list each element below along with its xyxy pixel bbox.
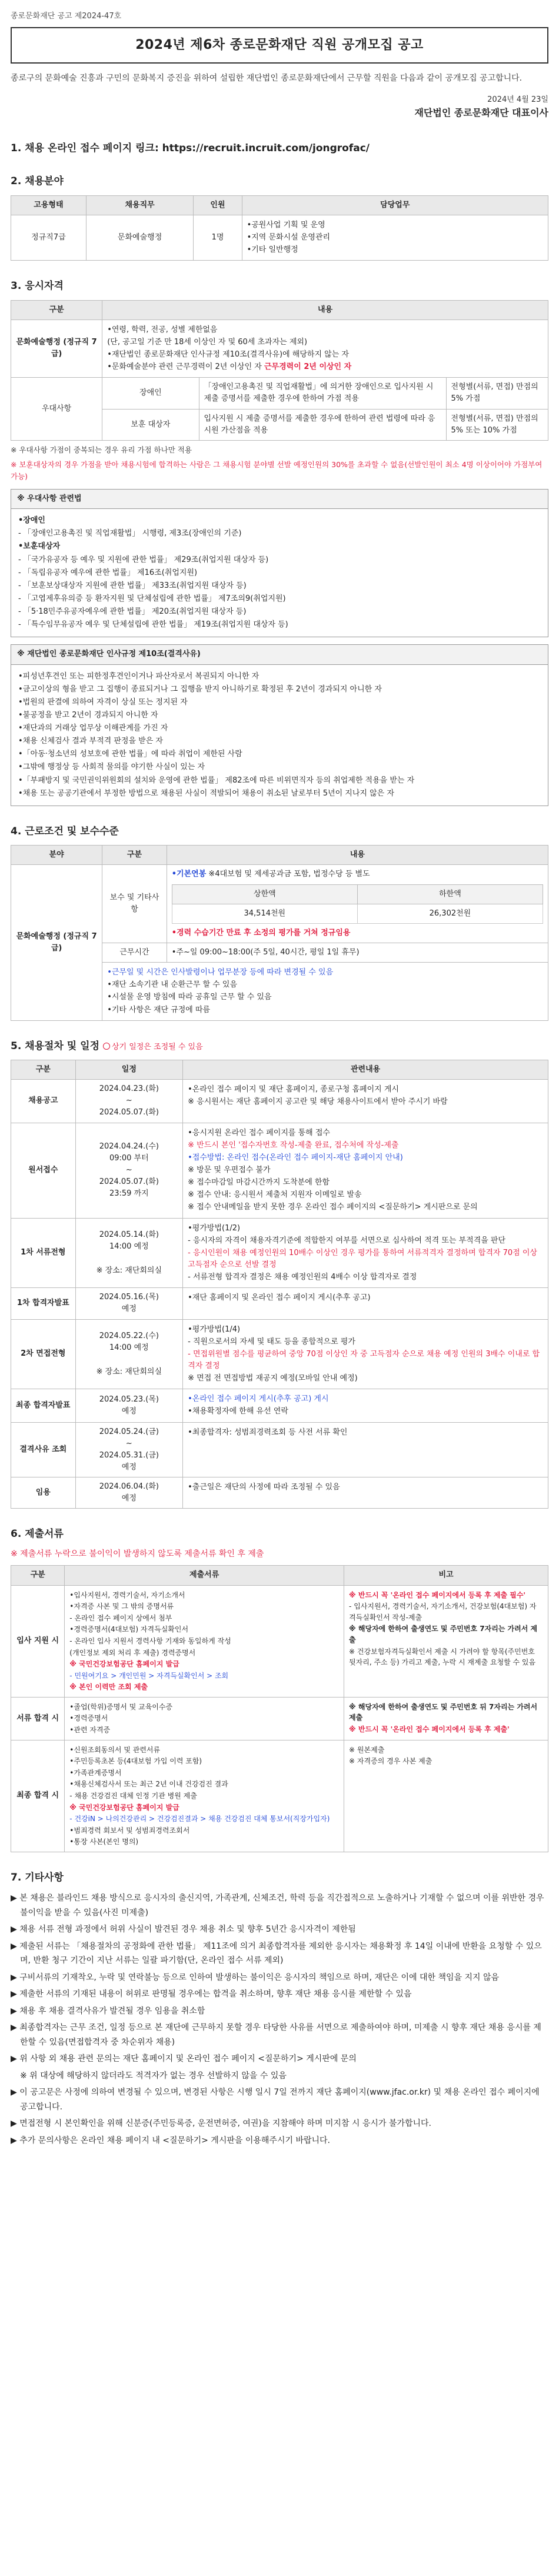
schedule-date-line bbox=[81, 1354, 178, 1366]
schedule-desc bbox=[183, 1288, 548, 1319]
col-header: 고용형태 bbox=[11, 195, 86, 215]
duty-item: •기타 일반행정 bbox=[247, 245, 298, 255]
schedule-desc-line: •평가방법(1/4) bbox=[188, 1324, 241, 1334]
qualification-table bbox=[11, 300, 548, 441]
list-item: ▶ 본 채용은 블라인드 채용 방식으로 응시자의 출신지역, 가족관계, 신체조건, 학력 등을 직간접적으로 노출하거나 기재할 수 없으며 이를 위반한 경우 불이익을 받을 수 있음(사진 미제출) bbox=[11, 1893, 544, 1918]
qualification-line: •문화예술분야 관련 근무경력이 2년 이상인 자 근무경력이 2년 이상인 자 bbox=[107, 362, 352, 372]
table-row bbox=[11, 378, 548, 409]
remark-line: - 입사지원서, 경력기술서, 자기소개서, 건강보험(4대보험) 자격득실확인서 작성-제출 bbox=[349, 1602, 537, 1622]
col-header: 일정 bbox=[75, 1060, 183, 1080]
other-conditions bbox=[102, 963, 548, 1021]
schedule-stage: 1차 합격자발표 bbox=[11, 1288, 76, 1319]
remark-line: ※ 원본제출 bbox=[349, 1745, 385, 1754]
schedule-desc-line: •최종합격자: 성범죄경력조회 등 사전 서류 확인 bbox=[188, 1427, 348, 1437]
document-line: •통장 사본(본인 명의) bbox=[69, 1838, 139, 1846]
table-row bbox=[11, 865, 548, 943]
document-line: •신원조회동의서 및 관련서류 bbox=[69, 1745, 161, 1754]
schedule-dates bbox=[75, 1477, 183, 1509]
schedule-desc-line: •온라인 접수 페이지 게시(추후 공고) 게시 bbox=[188, 1394, 329, 1404]
schedule-desc bbox=[183, 1218, 548, 1288]
job-title: 문화예술행정 bbox=[86, 215, 194, 260]
schedule-dates bbox=[75, 1389, 183, 1422]
schedule-stage: 결격사유 조회 bbox=[11, 1422, 76, 1477]
schedule-date-line: 2024.04.24.(수) bbox=[99, 1141, 159, 1151]
probation-note: •경력 수습기간 만료 후 소정의 평가를 거쳐 정규임용 bbox=[171, 928, 351, 937]
schedule-desc-line: •응시지원 온라인 접수 페이지를 통해 접수 bbox=[188, 1128, 330, 1137]
list-item: ▶ 추가 문의사항은 온라인 채용 페이지 내 <질문하기> 게시판을 이용해주시기 바랍니다. bbox=[11, 2135, 330, 2145]
qualification-lines bbox=[102, 319, 548, 378]
other-notes-list bbox=[11, 1891, 548, 2148]
schedule-dates bbox=[75, 1080, 183, 1123]
schedule-date-line: 2024.04.23.(화) bbox=[99, 1084, 159, 1094]
schedule-date-line: 14:00 예정 bbox=[109, 1343, 149, 1353]
page-title: 2024년 제6차 종로문화재단 직원 공개모집 공고 bbox=[11, 27, 548, 64]
schedule-date-line: ~ bbox=[125, 1165, 132, 1174]
col-header: 제출서류 bbox=[65, 1566, 344, 1585]
document-line: •주민등록초본 등(4대보험 가입 이력 포함) bbox=[69, 1757, 202, 1766]
document-list bbox=[65, 1697, 344, 1740]
document-line: •관련 자격증 bbox=[69, 1726, 111, 1735]
pay-line: •기본연봉 ※4대보험 및 제세공과금 포함, 법정수당 등 별도 bbox=[171, 870, 370, 879]
col-header: 구분 bbox=[102, 846, 167, 865]
disq-item: •재단과의 거래상 업무상 이해관계를 가진 자 bbox=[18, 724, 168, 733]
col-header: 채용직무 bbox=[86, 195, 194, 215]
schedule-date-line: 2024.05.24.(금) bbox=[99, 1427, 159, 1436]
schedule-date-line: 예정 bbox=[121, 1462, 137, 1472]
duty-item: •공원사업 기획 및 운영 bbox=[247, 220, 325, 229]
document-line: - 온라인 접수 페이지 상에서 첨부 bbox=[69, 1613, 172, 1622]
remark-line: ※ 해당자에 한하여 출생연도 및 주민번호 7자리는 가려서 제출 bbox=[349, 1625, 538, 1644]
document-stage: 서류 합격 시 bbox=[11, 1697, 65, 1740]
document-line: - 온라인 입사 지원서 경력사항 기재와 동일하게 작성 bbox=[69, 1636, 231, 1645]
regs-list bbox=[11, 508, 548, 637]
list-item: ▶ 위 사항 외 채용 관련 문의는 재단 홈페이지 및 온라인 접수 페이지 <질문하기> 게시판에 문의 bbox=[11, 2054, 357, 2064]
schedule-stage: 최종 합격자발표 bbox=[11, 1389, 76, 1422]
schedule-date-line bbox=[81, 1253, 178, 1264]
duty-item: •지역 문화시설 운영관리 bbox=[247, 232, 331, 242]
list-item: ▶ 면접전형 시 본인확인을 위해 신분증(주민등록증, 운전면허증, 여권)을 지참해야 하며 미지참 시 응시가 불가합니다. bbox=[11, 2119, 431, 2129]
section-5-title: 5. 채용절차 및 일정 상기 일정은 조정될 수 있음 bbox=[11, 1040, 203, 1052]
document-line: •채용신체검사서 또는 최근 2년 이내 건강검진 결과 bbox=[69, 1780, 228, 1789]
schedule-date-line: ~ bbox=[125, 1439, 132, 1448]
conditions-table bbox=[11, 845, 548, 1020]
section-3-title: 3. 응시자격 bbox=[11, 280, 64, 292]
schedule-date-line: 2024.05.31.(금) bbox=[99, 1450, 159, 1460]
schedule-stage: 1차 서류전형 bbox=[11, 1218, 76, 1288]
document-list bbox=[65, 1740, 344, 1852]
condition-item: •시설물 운영 방침에 따라 공휴일 근무 할 수 있음 bbox=[107, 993, 272, 1002]
list-item: ▶ 채용 서류 전형 과정에서 허위 사실이 발견된 경우 채용 취소 및 향후 5년간 응시자격이 제한됨 bbox=[11, 1925, 356, 1935]
disq-item: •피성년후견인 또는 피한정후견인이거나 파산자로서 복권되지 아니한 자 bbox=[18, 671, 259, 681]
table-row bbox=[11, 1585, 548, 1697]
schedule-desc-line: - 직원으로서의 자세 및 태도 등을 종합적으로 평가 bbox=[188, 1337, 355, 1346]
remark-line: ※ 반드시 꼭 '온라인 접수 페이지에서 등록 후 제출' bbox=[349, 1725, 510, 1734]
preference-detail: 입사지원 시 제출 증명서를 제출한 경우에 한하여 관련 법령에 따라 응시원 가산점을 적용 bbox=[199, 409, 446, 440]
schedule-date-line: ~ bbox=[125, 1096, 132, 1106]
disq-item: •채용 신체검사 결과 부적격 판정을 받은 자 bbox=[18, 737, 163, 746]
schedule-note: 상기 일정은 조정될 수 있음 bbox=[103, 1043, 203, 1051]
schedule-desc-line: ※ 접수 안내메일을 받지 못한 경우 온라인 접수 페이지의 <질문하기> 게시판으로 문의 bbox=[188, 1203, 478, 1212]
regs-item: - 「5·18민주유공자예우에 관한 법률」 제20조(취업지원 대상자 등) bbox=[18, 607, 247, 617]
document-stage: 최종 합격 시 bbox=[11, 1740, 65, 1852]
remark-line: ※ 건강보험자격득실확인서 제출 시 가려야 할 항목(주민번호 뒷자리, 주소 등) 가리고 제출, 누락 시 재제출 요청할 수 있음 bbox=[349, 1647, 536, 1667]
schedule-desc bbox=[183, 1422, 548, 1477]
schedule-stage: 원서접수 bbox=[11, 1123, 76, 1218]
document-line: •졸업(학위)증명서 및 교육이수증 bbox=[69, 1702, 173, 1711]
document-line: - 건강iN > 나의건강관리 > 건강검진결과 > 채용 건강검진 대체 통보서(직장가입자) bbox=[69, 1815, 330, 1823]
list-item: ※ 위 대상에 해당하지 않더라도 적격자가 없는 경우 선발하지 않을 수 있음 bbox=[20, 2071, 287, 2081]
schedule-desc-line: ※ 접수 안내: 응시원서 제출처 지원자 이메일로 발송 bbox=[188, 1190, 362, 1200]
documents-table bbox=[11, 1565, 548, 1852]
preference-label: 우대사항 bbox=[11, 378, 102, 441]
document-remarks bbox=[344, 1740, 548, 1852]
section-7-title: 7. 기타사항 bbox=[11, 1872, 64, 1883]
schedule-body bbox=[11, 1080, 548, 1509]
col-header: 구분 bbox=[11, 1060, 76, 1080]
document-remarks bbox=[344, 1585, 548, 1697]
headcount: 1명 bbox=[194, 215, 242, 260]
schedule-desc-line: - 서류전형 합격자 결정은 채용 예정인원의 4배수 이상 합격자로 결정 bbox=[188, 1273, 417, 1282]
condition-item: •재단 소속기관 내 순환근무 할 수 있음 bbox=[107, 980, 238, 990]
duties bbox=[242, 215, 548, 260]
table-row bbox=[11, 1422, 548, 1477]
table-row bbox=[11, 1389, 548, 1422]
preference-points: 전형별(서류, 면접) 만점의 5% 가점 bbox=[446, 378, 548, 409]
regs-heading: ※ 우대사항 관련법 bbox=[11, 489, 548, 508]
regs-item: - 「특수임무유공자 예우 및 단체설립에 관한 법률」 제19조(취업지원 대상자 등) bbox=[18, 620, 288, 630]
pay-content bbox=[167, 865, 548, 943]
salary-min: 26,302천원 bbox=[357, 904, 543, 923]
schedule-desc-line: •채용확정자에 한해 유선 연락 bbox=[188, 1407, 288, 1416]
document-line: •입사지원서, 경력기술서, 자기소개서 bbox=[69, 1590, 185, 1599]
schedule-dates bbox=[75, 1123, 183, 1218]
highlight: 근무경력이 2년 이상인 자 bbox=[264, 362, 352, 372]
document-line: •경력증명서 bbox=[69, 1714, 108, 1723]
table-row bbox=[11, 1218, 548, 1288]
schedule-dates bbox=[75, 1288, 183, 1319]
salary-max: 34,514천원 bbox=[172, 904, 357, 923]
schedule-date-line: 2024.05.16.(목) bbox=[99, 1293, 159, 1302]
document-line: - 채용 건강검진 대체 인정 기관 병원 제출 bbox=[69, 1792, 197, 1800]
schedule-date-line: 2024.05.07.(화) bbox=[99, 1177, 159, 1187]
schedule-desc-line: - 면접위원별 점수를 평균하여 중앙 70점 이상인 자 중 고득점자 순으로 채용 예정 인원의 3배수 이내로 합격자 결정 bbox=[188, 1349, 540, 1370]
preference-type: 장애인 bbox=[102, 378, 199, 409]
notice-date: 2024년 4월 23일 bbox=[487, 95, 548, 105]
schedule-date-line: 예정 bbox=[121, 1406, 137, 1416]
conditions-field: 문화예술행정 (정규직 7급) bbox=[11, 865, 102, 1020]
col-header: 인원 bbox=[194, 195, 242, 215]
disq-item: •그밖에 행정상 등 사회적 물의를 야기한 사실이 있는 자 bbox=[18, 763, 205, 772]
col-header: 분야 bbox=[11, 846, 102, 865]
info-icon bbox=[103, 1043, 110, 1050]
table-row bbox=[11, 1477, 548, 1509]
documents-warning: ※ 제출서류 누락으로 불이익이 발생하지 않도록 제출서류 확인 후 제출 bbox=[11, 1549, 264, 1559]
document-list bbox=[65, 1585, 344, 1697]
schedule-desc bbox=[183, 1080, 548, 1123]
schedule-date-line: 2024.05.14.(화) bbox=[99, 1230, 159, 1240]
schedule-date-line: 09:00 부터 bbox=[109, 1153, 149, 1163]
disqualification-heading: ※ 재단법인 종로문화재단 인사규정 제10조(결격사유) bbox=[11, 644, 548, 664]
document-line: •자격증 사본 및 그 밖의 증명서류 bbox=[69, 1602, 174, 1611]
disq-item: •「아동·청소년의 성보호에 관한 법률」에 따라 취업이 제한된 사람 bbox=[18, 750, 242, 759]
qualification-category: 문화예술행정 (정규직 7급) bbox=[11, 319, 102, 378]
schedule-dates bbox=[75, 1218, 183, 1288]
schedule-stage: 2차 면접전형 bbox=[11, 1319, 76, 1389]
regs-item: •장애인 bbox=[18, 516, 45, 525]
col-header: 구분 bbox=[11, 300, 102, 319]
list-item: ▶ 채용 후 채용 결격사유가 발견될 경우 임용을 취소함 bbox=[11, 2006, 205, 2016]
col-header: 담당업무 bbox=[242, 195, 548, 215]
schedule-desc bbox=[183, 1477, 548, 1509]
schedule-date-line: 14:00 예정 bbox=[109, 1242, 149, 1252]
col-header: 내용 bbox=[102, 300, 548, 319]
qualification-line: (단, 공고일 기준 만 18세 이상인 자 및 60세 초과자는 제외) bbox=[107, 337, 308, 347]
schedule-date-line: 2024.05.22.(수) bbox=[99, 1332, 159, 1341]
preference-note: ※ 우대사항 가점이 중복되는 경우 유리 가점 하나만 적용 bbox=[11, 445, 192, 454]
table-row bbox=[11, 1080, 548, 1123]
intro-text: 종로구의 문화예술 진흥과 구민의 문화복지 증진을 위하여 설립한 재단법인 종로문화재단에서 근무할 직원을 다음과 같이 공개모집 공고합니다. bbox=[11, 74, 523, 84]
hours-label: 근무시간 bbox=[102, 943, 167, 962]
document-line: ※ 국민건강보험공단 홈페이지 발급 bbox=[69, 1660, 179, 1669]
schedule-desc-line: - 응시인원이 채용 예정인원의 10배수 이상인 경우 평가를 통하여 서류적격자 결정하며 합격자 70점 이상 고득점자 순으로 선발 결정 bbox=[188, 1248, 537, 1269]
table-row bbox=[11, 319, 548, 378]
hours-value: •주~일 09:00~18:00(주 5일, 40시간, 평일 1일 휴무) bbox=[167, 943, 548, 962]
employment-type: 정규직7급 bbox=[11, 215, 86, 260]
schedule-date-line: ※ 장소: 재단회의실 bbox=[96, 1266, 162, 1275]
disq-item: •채용 또는 공공기관에서 부정한 방법으로 채용된 사실이 적발되어 채용이 취소된 날로부터 5년이 지나지 않은 자 bbox=[18, 788, 394, 798]
regs-item: - 「국가유공자 등 예우 및 지원에 관한 법률」 제29조(취업지원 대상자 등) bbox=[18, 555, 269, 564]
schedule-dates bbox=[75, 1319, 183, 1389]
schedule-desc-line: - 응시자의 자격이 채용자격기준에 적합한지 여부를 서면으로 심사하여 적격 또는 부적격을 판단 bbox=[188, 1236, 506, 1245]
schedule-date-line: 23:59 까지 bbox=[109, 1189, 149, 1199]
salary-table bbox=[172, 884, 543, 924]
document-line: (개인정보 제외 처리 후 제출) 경력증명서 bbox=[69, 1648, 196, 1657]
section-1-title: 1. 채용 온라인 접수 페이지 링크: https://recruit.incruit.com/jongrofac/ bbox=[11, 142, 370, 154]
regs-item: - 「고엽제후유의증 등 환자지원 및 단체설립에 관한 법률」 제7조의9(취업지원) bbox=[18, 594, 286, 603]
documents-body bbox=[11, 1585, 548, 1852]
document-stage: 입사 지원 시 bbox=[11, 1585, 65, 1697]
remark-line: ※ 해당자에 한하여 출생연도 및 주민번호 뒤 7자리는 가려서 제출 bbox=[349, 1702, 538, 1722]
disq-item: •법원의 판결에 의하여 자격이 상실 또는 정지된 자 bbox=[18, 697, 188, 707]
job-field-table bbox=[11, 195, 548, 261]
condition-item: •근무일 및 시간은 인사발령이나 업무분장 등에 따라 변경될 수 있음 bbox=[107, 968, 334, 977]
remark-line: ※ 자격증의 경우 사본 제출 bbox=[349, 1757, 432, 1766]
schedule-desc-line: ※ 면접 전 면접방법 재공지 예정(모바일 안내 예정) bbox=[188, 1374, 358, 1383]
table-row bbox=[11, 1740, 548, 1852]
section-4-title: 4. 근로조건 및 보수수준 bbox=[11, 825, 119, 837]
disqualification-list bbox=[11, 664, 548, 806]
schedule-table bbox=[11, 1060, 548, 1509]
schedule-stage: 채용공고 bbox=[11, 1080, 76, 1123]
schedule-desc-line: ※ 접수마감일 마감시간까지 도착분에 한함 bbox=[188, 1178, 330, 1187]
schedule-stage: 임용 bbox=[11, 1477, 76, 1509]
qualification-line: •연령, 학력, 전공, 성별 제한없음 bbox=[107, 325, 218, 334]
document-line: •범죄경력 회보서 및 성범죄경력조회서 bbox=[69, 1826, 190, 1835]
schedule-date-line: 2024.05.23.(목) bbox=[99, 1394, 159, 1404]
regs-item: - 「독립유공자 예우에 관한 법률」 제16조(취업지원) bbox=[18, 568, 198, 577]
list-item: ▶ 제출된 서류는 「채용절차의 공정화에 관한 법률」 제11조에 의거 최종합격자를 제외한 응시자는 채용확정 후 14일 이내에 반환을 요청할 수 있으며, 반환 청구 기간이 지난 서류는 일괄 파기함(단, 온라인 접수 서류 제외) bbox=[11, 1941, 542, 1966]
regs-item: - 「장애인고용촉진 및 직업재활법」 시행령, 제3조(장애인의 기준) bbox=[18, 529, 242, 538]
regs-item: - 「보훈보상대상자 지원에 관한 법률」 제33조(취업지원 대상자 등) bbox=[18, 581, 247, 590]
disq-item: •불공정을 받고 2년이 경과되지 아니한 자 bbox=[18, 710, 158, 720]
col-header: 구분 bbox=[11, 1566, 65, 1585]
list-item: ▶ 구비서류의 기재착오, 누락 및 연락불능 등으로 인하여 발생하는 불이익은 응시자의 책임으로 하며, 재단은 이에 대한 책임을 지지 않음 bbox=[11, 1972, 500, 1982]
salary-header: 하한액 bbox=[357, 884, 543, 904]
schedule-date-line: 예정 bbox=[121, 1304, 137, 1314]
schedule-desc bbox=[183, 1123, 548, 1218]
schedule-desc-line: •온라인 접수 페이지 및 재단 홈페이지, 종로구청 홈페이지 게시 bbox=[188, 1085, 399, 1094]
table-row bbox=[11, 215, 548, 260]
document-line: •가족관계증명서 bbox=[69, 1768, 122, 1777]
document-line: ※ 본인 이력만 조회 제출 bbox=[69, 1683, 148, 1692]
col-header: 관련내용 bbox=[183, 1060, 548, 1080]
table-row bbox=[11, 1319, 548, 1389]
col-header: 비고 bbox=[344, 1566, 548, 1585]
table-row bbox=[11, 1697, 548, 1740]
schedule-desc-line: ※ 반드시 본인 '접수자번호 작성-제출 완료, 접수처에 작성-제출 bbox=[188, 1140, 399, 1150]
schedule-desc bbox=[183, 1319, 548, 1389]
preference-detail: 「장애인고용촉진 및 직업재활법」에 의거한 장애인으로 입사지원 시 제출 증명서를 제출한 경우에 한하여 가점 적용 bbox=[199, 378, 446, 409]
section-2-title: 2. 채용분야 bbox=[11, 175, 64, 188]
col-header: 내용 bbox=[167, 846, 548, 865]
list-item: ▶ 최종합격자는 근무 조건, 일정 등으로 본 재단에 근무하지 못할 경우 타당한 사유를 서면으로 제출하여야 하며, 미제출 시 향후 재단 채용 응시를 제한할 수 있음(면접합격자 중 차순위자 채용) bbox=[11, 2023, 541, 2047]
preference-warning: ※ 보훈대상자의 경우 가점을 받아 채용시험에 합격하는 사람은 그 채용시험 분야별 선발 예정인원의 30%를 초과할 수 없음(선발인원이 최소 4명 이상이어야 가점부여 가능) bbox=[11, 460, 543, 481]
schedule-date-line: ※ 장소: 재단회의실 bbox=[96, 1367, 162, 1376]
pay-label: 보수 및 기타사항 bbox=[102, 865, 167, 943]
list-item: ▶ 이 공고문은 사정에 의하여 변경될 수 있으며, 변경된 사항은 시행 일시 7일 전까지 재단 홈페이지(www.jfac.or.kr) 및 채용 온라인 접수 페이지에 공고합니다. bbox=[11, 2088, 540, 2112]
schedule-desc-line: ※ 방문 및 우편접수 불가 bbox=[188, 1165, 271, 1174]
schedule-date-line: 예정 bbox=[121, 1494, 137, 1503]
condition-item: •기타 사항은 재단 규정에 따름 bbox=[107, 1005, 211, 1014]
notice-signer: 재단법인 종로문화재단 대표이사 bbox=[414, 107, 548, 119]
schedule-date-line: 2024.06.04.(화) bbox=[99, 1482, 159, 1492]
disq-item: •금고이상의 형을 받고 그 집행이 종료되거나 그 집행을 받지 아니하기로 확정된 후 2년이 경과되지 아니한 자 bbox=[18, 684, 382, 694]
salary-header: 상한액 bbox=[172, 884, 357, 904]
schedule-date-line: 2024.05.07.(화) bbox=[99, 1108, 159, 1117]
list-item: ▶ 제출한 서류의 기재된 내용이 허위로 판명될 경우에는 합격을 취소하며, 향후 재단 채용 응시를 제한할 수 있음 bbox=[11, 1989, 412, 1999]
preference-type: 보훈 대상자 bbox=[102, 409, 199, 440]
table-row bbox=[11, 1288, 548, 1319]
schedule-desc bbox=[183, 1389, 548, 1422]
schedule-desc-line: •재단 홈페이지 및 온라인 접수 페이지 게시(추후 공고) bbox=[188, 1293, 371, 1303]
disq-item: •「부패방지 및 국민권익위원회의 설치와 운영에 관한 법률」 제82조에 따른 비위면직자 등의 취업제한 적용을 받는 자 bbox=[18, 776, 415, 785]
document-line: •경력증명서(4대보험) 자격득실확인서 bbox=[69, 1625, 189, 1634]
table-row bbox=[11, 1123, 548, 1218]
qualification-line: •재단법인 종로문화재단 인사규정 제10조(결격사유)에 해당하지 않는 자 bbox=[107, 350, 349, 359]
notice-number: 종로문화재단 공고 제2024-47호 bbox=[11, 12, 122, 21]
section-6-title: 6. 제출서류 bbox=[11, 1528, 64, 1540]
schedule-dates bbox=[75, 1422, 183, 1477]
schedule-desc-line: •평가방법(1/2) bbox=[188, 1223, 241, 1233]
schedule-desc-line: ※ 응시원서는 재단 홈페이지 공고란 및 해당 채용사이트에서 받아 주시기 바람 bbox=[188, 1097, 448, 1107]
regs-item: •보훈대상자 bbox=[18, 542, 61, 551]
document-line: - 민원여기요 > 개인민원 > 자격득실확인서 > 조회 bbox=[69, 1671, 229, 1680]
schedule-desc-line: •출근일은 재단의 사정에 따라 조정될 수 있음 bbox=[188, 1483, 340, 1492]
document-remarks bbox=[344, 1697, 548, 1740]
preference-points: 전형별(서류, 면접) 만점의 5% 또는 10% 가점 bbox=[446, 409, 548, 440]
document-line: ※ 국민건강보험공단 홈페이지 발급 bbox=[69, 1803, 179, 1812]
schedule-desc-line: •접수방법: 온라인 접수(온라인 접수 페이지-재단 홈페이지 안내) bbox=[188, 1153, 403, 1162]
remark-line: ※ 반드시 꼭 '온라인 접수 페이지에서 등록 후 제출 필수' bbox=[349, 1590, 526, 1599]
